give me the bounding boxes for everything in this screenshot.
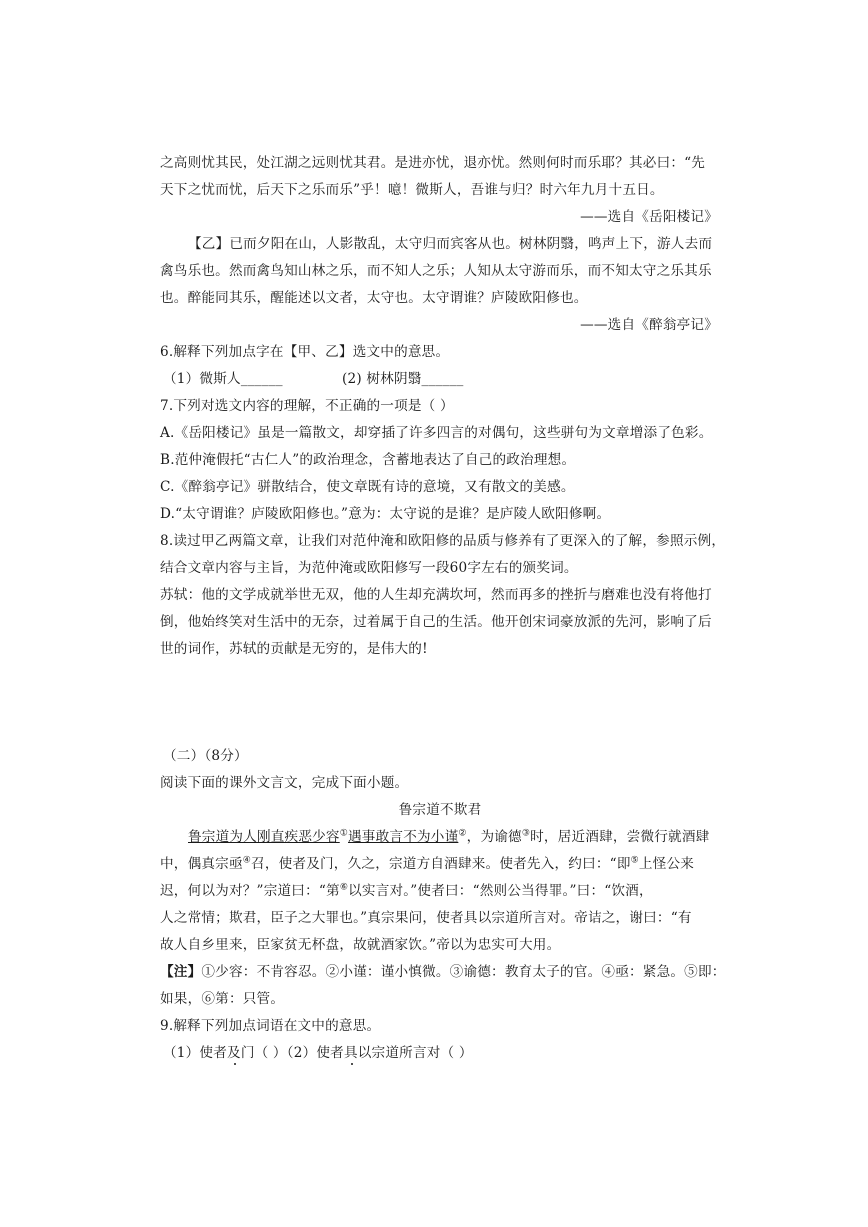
- notes-line-1: [160, 962, 726, 982]
- section-2-heading: （二）（8分）: [163, 748, 248, 764]
- passage-title: 鲁宗道不欺君: [398, 802, 482, 818]
- section-2-instruction: 阅读下面的课外文言文，完成下面小题。: [160, 775, 409, 791]
- underlined-phrase-2: 遇事敢言不为小谨: [348, 829, 459, 845]
- q7-option-b: B.范仲淹假托“古仁人”的政治理念，含蓄地表达了自己的政治理想。: [160, 452, 576, 468]
- q6-stem: 6.解释下列加点字在【甲、乙】选文中的意思。: [160, 344, 450, 360]
- q7-option-d: D.“太守谓谁？庐陵欧阳修也。”意为：太守说的是谁？是庐陵人欧阳修啊。: [160, 506, 611, 522]
- q9-stem: 9.解释下列加点词语在文中的意思。: [160, 1018, 381, 1034]
- passage-text: 迟，何以为对？”宗道曰：“第: [160, 883, 340, 899]
- note-marker-6: ⑥: [339, 882, 349, 893]
- underlined-phrase-1: 鲁宗道为人刚直疾恶少容: [188, 829, 340, 845]
- passage-text: 上怪公来: [638, 856, 695, 872]
- q7-option-a: A.《岳阳楼记》虽是一篇散文，却穿插了许多四言的对偶句，这些骈句为文章增添了色彩。: [160, 425, 713, 441]
- q9-item-2-suffix: 以宗道所言对（ ）: [357, 1045, 473, 1061]
- q9-item-1-prefix: （1）使者: [163, 1045, 228, 1061]
- q9-item-2-prefix: （2）使者: [286, 1045, 344, 1061]
- passage-text: 以实言对。”使者曰：“然则公当得罪。”曰：“饮酒，: [348, 883, 653, 899]
- q6-item-2: (2) 树林阴翳______: [342, 371, 464, 387]
- zuiweng-line-2: 禽鸟乐也。然而禽鸟知山林之乐，而不知人之乐；人知从太守游而乐，而不知太守之乐其乐: [160, 263, 712, 279]
- dotted-word-ji: 及: [227, 1045, 241, 1061]
- passage-text: 中，偶真宗亟: [160, 856, 243, 872]
- q8-line-1: 8.读过甲乙两篇文章，让我们对范仲淹和欧阳修的品质与修养有了更深入的了解，参照示例，: [160, 533, 726, 549]
- q8-example-1: 苏轼：他的文学成就举世无双，他的人生却充满坎坷，然而再多的挫折与磨难也没有将他打: [160, 587, 712, 603]
- q8-example-2: 倒，他始终笑对生活中的无奈，过着属于自己的生活。他开创宋词豪放派的先河，影响了后: [160, 614, 712, 630]
- note-marker-4: ④: [242, 855, 252, 866]
- yueyang-line-2: 天下之忧而忧，后天下之乐而乐”乎！噫！微斯人，吾谁与归？时六年九月十五日。: [160, 182, 664, 198]
- yueyang-line-1: 之高则忧其民，处江湖之远则忧其君。是进亦忧，退亦忧。然则何时而乐耶？其必曰：“先: [160, 155, 706, 171]
- zuiweng-line-1: 【乙】已而夕阳在山，人影散乱，太守归而宾客从也。树林阴翳，鸣声上下，游人去而: [188, 236, 713, 252]
- zuiweng-line-3: 也。醉能同其乐，醒能述以文者，太守也。太守谓谁？庐陵欧阳修也。: [160, 290, 588, 306]
- q9-item-1-suffix: 门（ ）: [240, 1045, 287, 1061]
- notes-line-2: 如果，⑥第：只管。: [160, 991, 285, 1007]
- passage-line-1: [188, 827, 720, 847]
- passage-text: 召，使者及门，久之，宗道方自酒肆来。使者先入，约曰：“即: [251, 856, 631, 872]
- dotted-word-ju: 具: [343, 1045, 358, 1061]
- yueyang-source: ——选自《岳阳楼记》: [580, 209, 718, 225]
- q6-item-1: （1）微斯人______: [163, 371, 283, 387]
- passage-line-2: [160, 854, 720, 874]
- q8-example-3: 世的词作，苏轼的贡献是无穷的，是伟大的!: [160, 641, 428, 657]
- note-marker-3: ③: [521, 828, 531, 839]
- q7-option-c: C.《醉翁亭记》骈散结合，使文章既有诗的意境，又有散文的美感。: [160, 479, 575, 495]
- passage-text: ，为谕德: [466, 829, 522, 845]
- q8-line-2: 结合文章内容与主旨，为范仲淹或欧阳修写一段60字左右的颁奖词。: [160, 560, 578, 576]
- passage-line-5: 故人自乡里来，臣家贫无杯盘，故就酒家饮。”帝以为忠实可大用。: [160, 937, 561, 953]
- passage-line-3: [160, 881, 720, 901]
- passage-line-4: 人之常情；欺君，臣子之大罪也。”真宗果问，使者具以宗道所言对。帝诘之，谢曰：“有: [160, 910, 692, 926]
- note-marker-1: ①: [339, 828, 349, 839]
- q9-items: [163, 1043, 723, 1063]
- notes-label: 【注】: [160, 964, 202, 980]
- zuiweng-source: ——选自《醉翁亭记》: [580, 317, 718, 333]
- note-marker-5: ⑤: [630, 855, 639, 866]
- passage-text: 时，居近酒肆，尝微行就酒肆: [530, 829, 710, 845]
- notes-text: ①少容：不肯容忍。②小谨：谨小慎微。③谕德：教育太子的官。④亟：紧急。⑤即：: [201, 964, 726, 980]
- note-marker-2: ②: [458, 828, 467, 839]
- q7-stem: 7.下列对选文内容的理解，不正确的一项是（ ）: [160, 398, 454, 414]
